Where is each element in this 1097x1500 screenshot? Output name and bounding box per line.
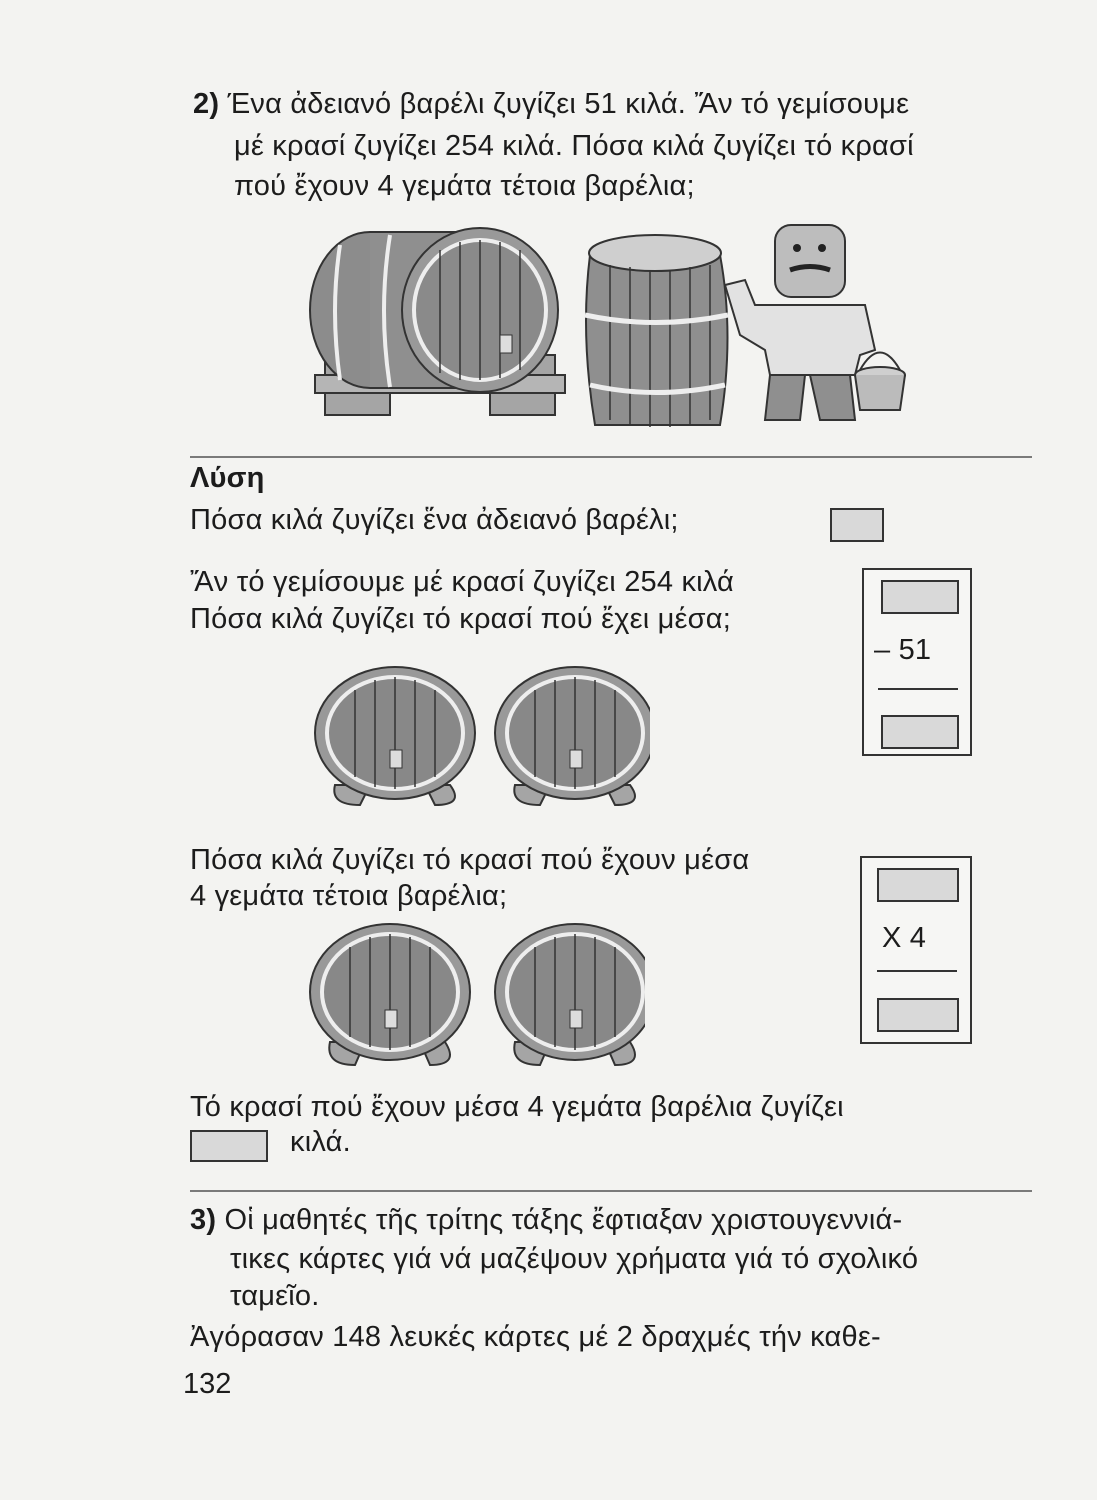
barrel-front-icon — [315, 667, 475, 805]
section-divider-top — [190, 456, 1032, 458]
multiplicand-box[interactable] — [877, 868, 959, 902]
answer-sentence: Τό κρασί πού ἔχουν μέσα 4 γεμάτα βαρέλια ζυγίζει — [190, 1091, 844, 1123]
question-full-barrel-line-1: Ἄν τό γεμίσουμε μέ κρασί ζυγίζει 254 κιλά — [190, 566, 735, 598]
problem-2-line-3: πού ἔχουν 4 γεμάτα τέτοια βαρέλια; — [234, 170, 695, 202]
problem-3-line-2: τικες κάρτες γιά νά μαζέψουν χρήματα γιά τό σχολικό — [230, 1243, 919, 1275]
problem-3-line-4: Ἀγόρασαν 148 λευκές κάρτες μέ 2 δραχμές τήν καθε- — [190, 1321, 881, 1353]
two-barrels-row-2 — [305, 922, 645, 1070]
problem-2-line-2: μέ κρασί ζυγίζει 254 κιλά. Πόσα κιλά ζυγίζει τό κρασί — [234, 130, 914, 162]
multiply-4-label: Χ 4 — [882, 922, 927, 954]
problem-3-number: 3) — [190, 1204, 217, 1236]
lying-barrel-icon — [310, 228, 565, 415]
multiplication-line — [877, 970, 957, 972]
section-divider-bottom — [190, 1190, 1032, 1192]
two-barrels-row-1 — [310, 665, 650, 810]
upright-barrel-icon — [585, 235, 728, 427]
final-answer-box[interactable] — [190, 1130, 268, 1162]
question-empty-barrel: Πόσα κιλά ζυγίζει ἕνα ἀδειανό βαρέλι; — [190, 504, 679, 536]
problem-2-text-1: Ένα ἀδειανό βαρέλι ζυγίζει 51 κιλά. Ἄν τό γεμίσουμε — [227, 88, 910, 120]
minuend-box[interactable] — [881, 580, 959, 614]
problem-3-text-1: Οἱ μαθητές τῆς τρίτης τάξης ἔφτιαξαν χριστουγεννιά- — [224, 1204, 903, 1236]
multiplication-panel — [860, 856, 972, 1044]
barrel-front-icon — [495, 667, 650, 805]
question-full-barrel-line-2: Πόσα κιλά ζυγίζει τό κρασί πού ἔχει μέσα; — [190, 603, 732, 635]
solution-heading: Λύση — [190, 462, 265, 494]
subtract-51-label: – 51 — [874, 634, 932, 666]
product-box[interactable] — [877, 998, 959, 1032]
question-four-barrels-line-1: Πόσα κιλά ζυγίζει τό κρασί πού ἔχουν μέσα — [190, 844, 750, 876]
man-with-bucket-icon — [725, 225, 905, 420]
problem-3-line-1 — [190, 1200, 902, 1240]
subtraction-line — [878, 688, 958, 690]
answer-box-empty-barrel[interactable] — [830, 508, 884, 542]
barrel-front-icon — [495, 924, 645, 1065]
answer-unit: κιλά. — [290, 1126, 351, 1158]
barrel-front-icon — [310, 924, 470, 1065]
problem-2-line-1 — [193, 84, 909, 124]
subtraction-panel — [862, 568, 972, 756]
question-four-barrels-line-2: 4 γεμάτα τέτοια βαρέλια; — [190, 880, 508, 912]
problem-2-number: 2) — [193, 88, 220, 120]
page-number: 132 — [183, 1368, 232, 1400]
barrels-and-man-illustration — [300, 215, 940, 440]
problem-3-line-3: ταμεῖο. — [230, 1280, 320, 1312]
difference-box[interactable] — [881, 715, 959, 749]
